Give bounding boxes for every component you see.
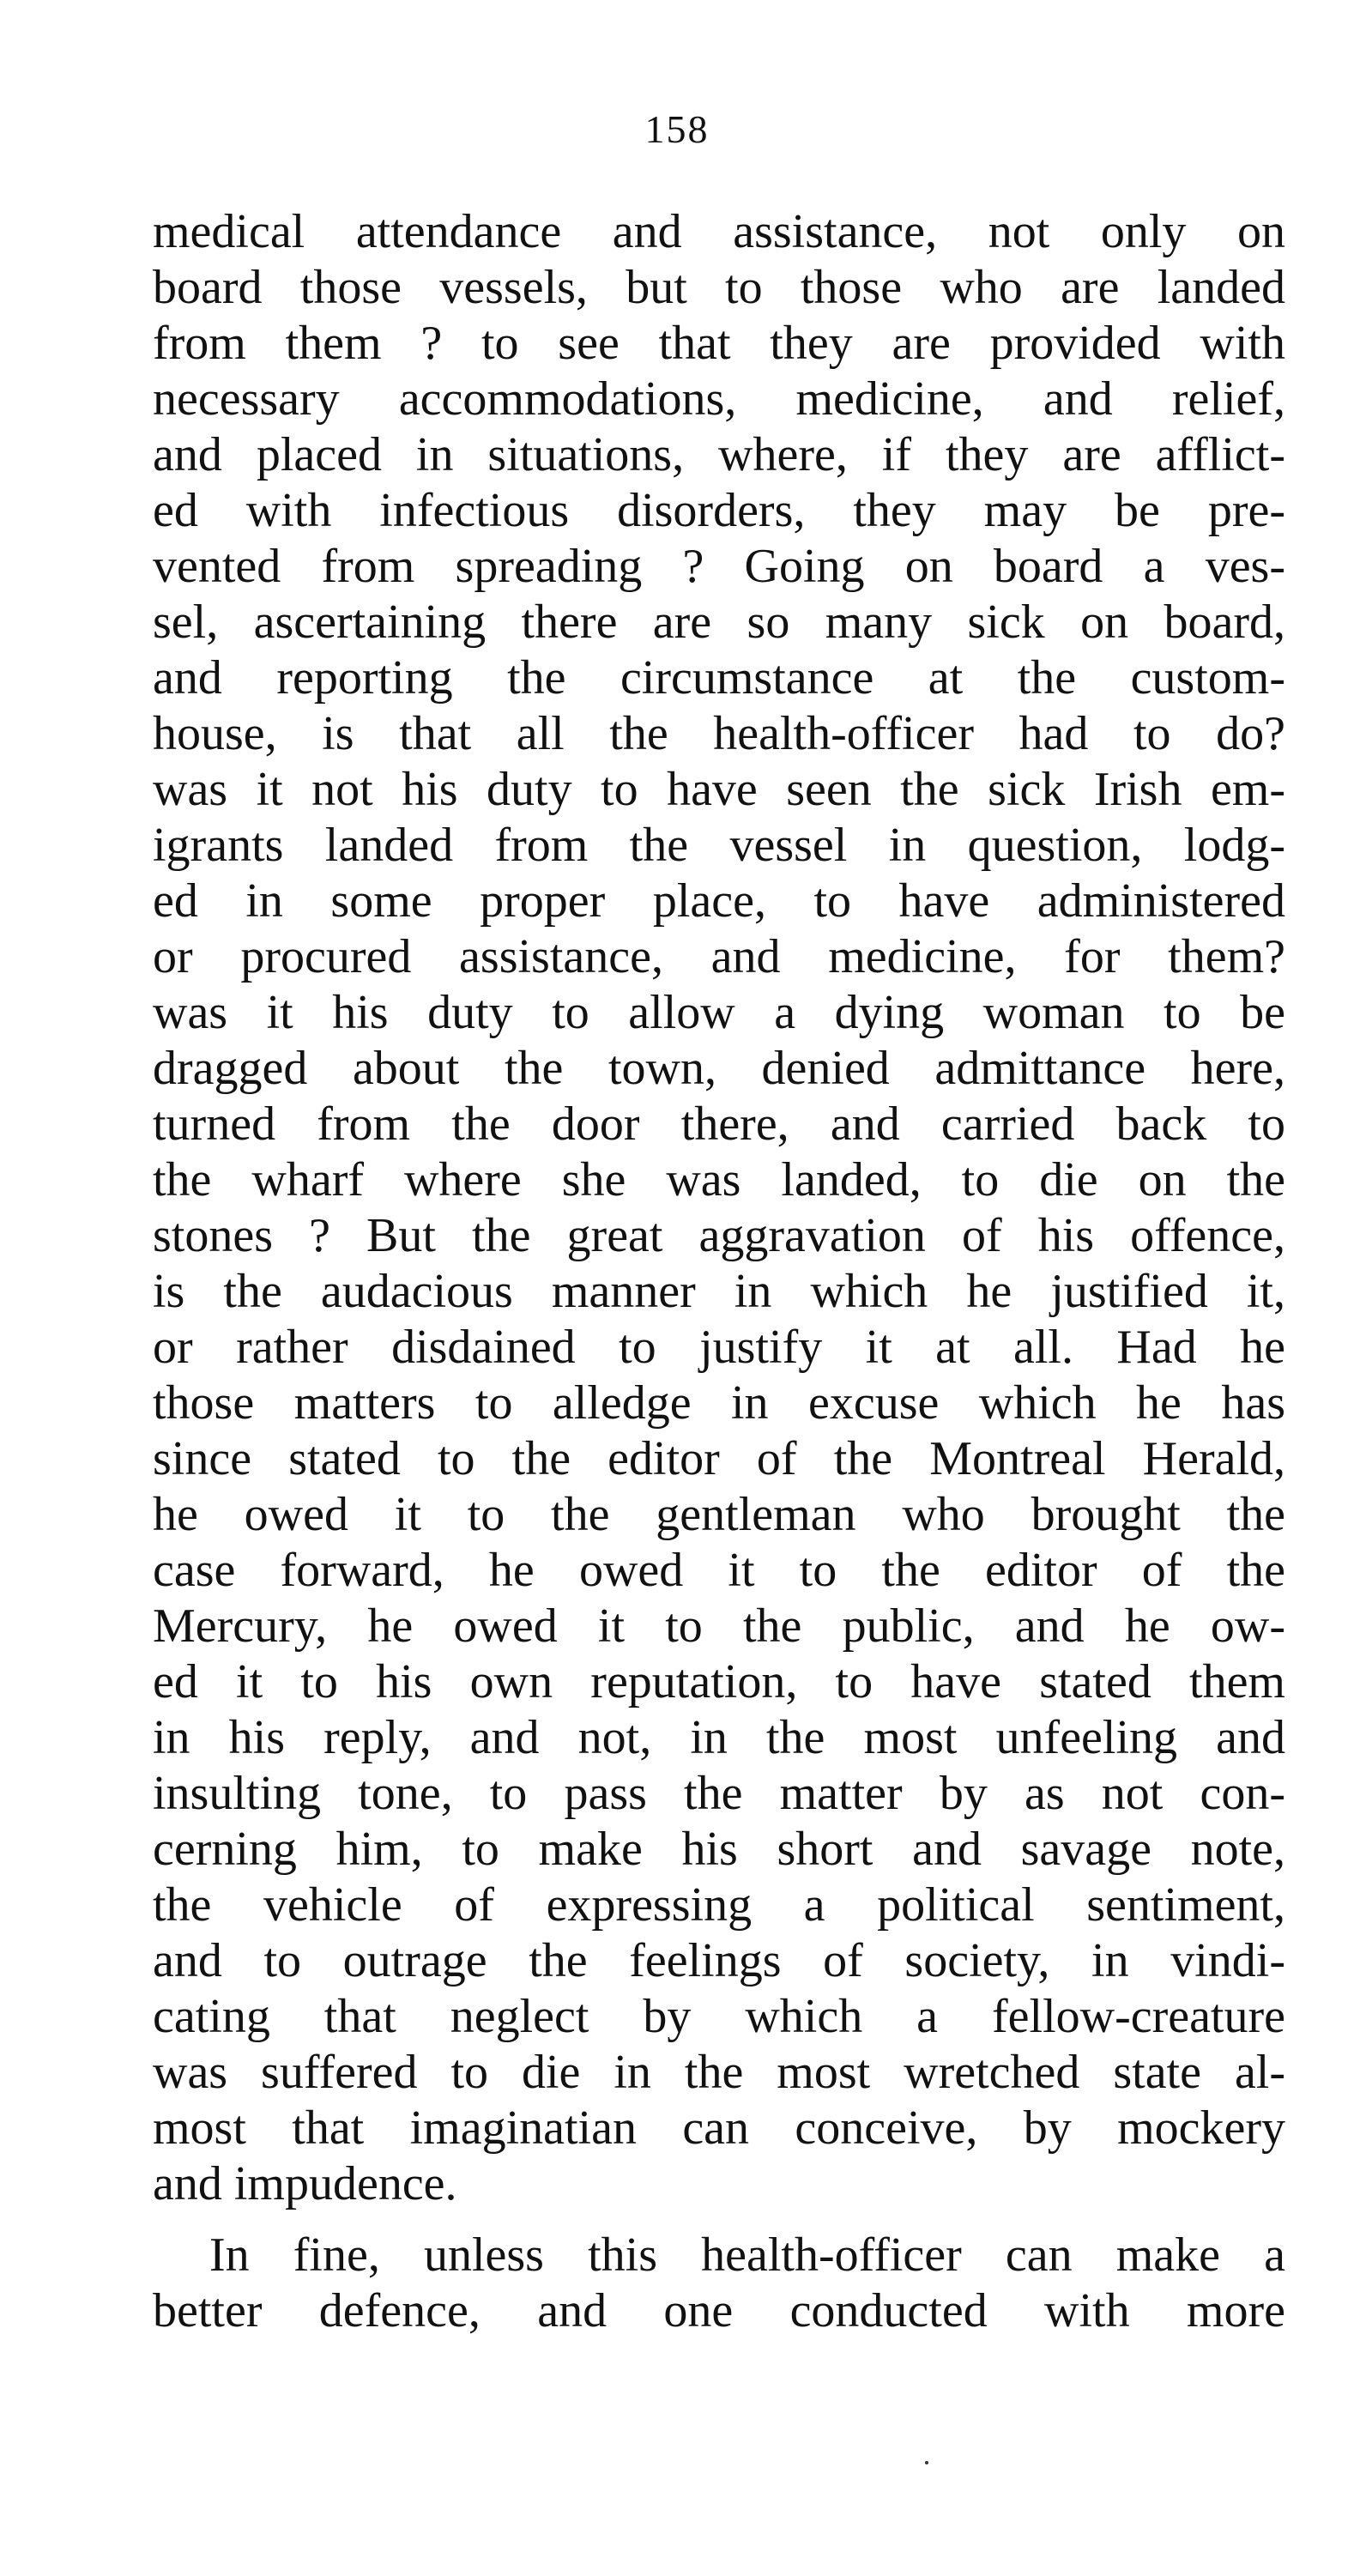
text-line: the wharf where she was landed, to die on the bbox=[153, 1153, 1285, 1206]
text-line: igrants landed from the vessel in question, lodg- bbox=[153, 819, 1285, 872]
text-line: or rather disdained to justify it at all. Had he bbox=[153, 1321, 1285, 1374]
text-line: was it his duty to allow a dying woman to be bbox=[153, 986, 1285, 1039]
text-line: better defence, and one conducted with more bbox=[153, 2284, 1285, 2337]
text-line: house, is that all the health-officer had to do? bbox=[153, 707, 1285, 760]
text-line: In fine, unless this health-officer can make a bbox=[209, 2228, 1285, 2282]
text-line: from them ? to see that they are provided with bbox=[153, 317, 1285, 370]
text-line: most that imaginatian can conceive, by mockery bbox=[153, 2101, 1285, 2155]
text-line: since stated to the editor of the Montreal Herald, bbox=[153, 1432, 1285, 1485]
text-line: stones ? But the great aggravation of his offence, bbox=[153, 1209, 1285, 1262]
text-line: in his reply, and not, in the most unfeeling and bbox=[153, 1711, 1285, 1764]
text-line: dragged about the town, denied admittance here, bbox=[153, 1042, 1285, 1095]
text-line: he owed it to the gentleman who brought the bbox=[153, 1488, 1285, 1541]
text-line: Mercury, he owed it to the public, and he ow- bbox=[153, 1599, 1285, 1653]
body-text bbox=[153, 204, 1285, 2339]
text-line: case forward, he owed it to the editor of the bbox=[153, 1544, 1285, 1597]
text-line: the vehicle of expressing a political sentiment, bbox=[153, 1878, 1285, 1932]
text-line: those matters to alledge in excuse which he has bbox=[153, 1376, 1285, 1430]
text-line: cating that neglect by which a fellow-creature bbox=[153, 1990, 1285, 2043]
text-line: and reporting the circumstance at the custom- bbox=[153, 651, 1285, 704]
text-line: ed in some proper place, to have administered bbox=[153, 874, 1285, 928]
text-line: ed with infectious disorders, they may be pre- bbox=[153, 484, 1285, 537]
paragraph-1 bbox=[153, 204, 1285, 2212]
page-number: 158 bbox=[644, 107, 710, 151]
text-line: insulting tone, to pass the matter by as not con- bbox=[153, 1767, 1285, 1820]
text-line: sel, ascertaining there are so many sick on board, bbox=[153, 596, 1285, 649]
text-line: and placed in situations, where, if they are afflict- bbox=[153, 428, 1285, 481]
text-line: and impudence. bbox=[153, 2157, 457, 2210]
text-line: or procured assistance, and medicine, for them? bbox=[153, 930, 1285, 983]
paragraph-2 bbox=[153, 2228, 1285, 2339]
text-line: is the audacious manner in which he justified it, bbox=[153, 1265, 1285, 1318]
text-line: and to outrage the feelings of society, in vindi- bbox=[153, 1934, 1285, 1987]
text-line: was suffered to die in the most wretched state al- bbox=[153, 2046, 1285, 2099]
text-line: necessary accommodations, medicine, and relief, bbox=[153, 372, 1285, 426]
text-line: ed it to his own reputation, to have stated them bbox=[153, 1655, 1285, 1708]
text-line: was it not his duty to have seen the sick Irish em- bbox=[153, 763, 1285, 816]
text-line: medical attendance and assistance, not only on bbox=[153, 205, 1285, 258]
text-line: cerning him, to make his short and savage note, bbox=[153, 1823, 1285, 1876]
text-line: turned from the door there, and carried back to bbox=[153, 1098, 1285, 1151]
paper-speck bbox=[925, 2461, 928, 2464]
text-line: board those vessels, but to those who are landed bbox=[153, 261, 1285, 314]
text-line: vented from spreading ? Going on board a ves- bbox=[153, 540, 1285, 593]
